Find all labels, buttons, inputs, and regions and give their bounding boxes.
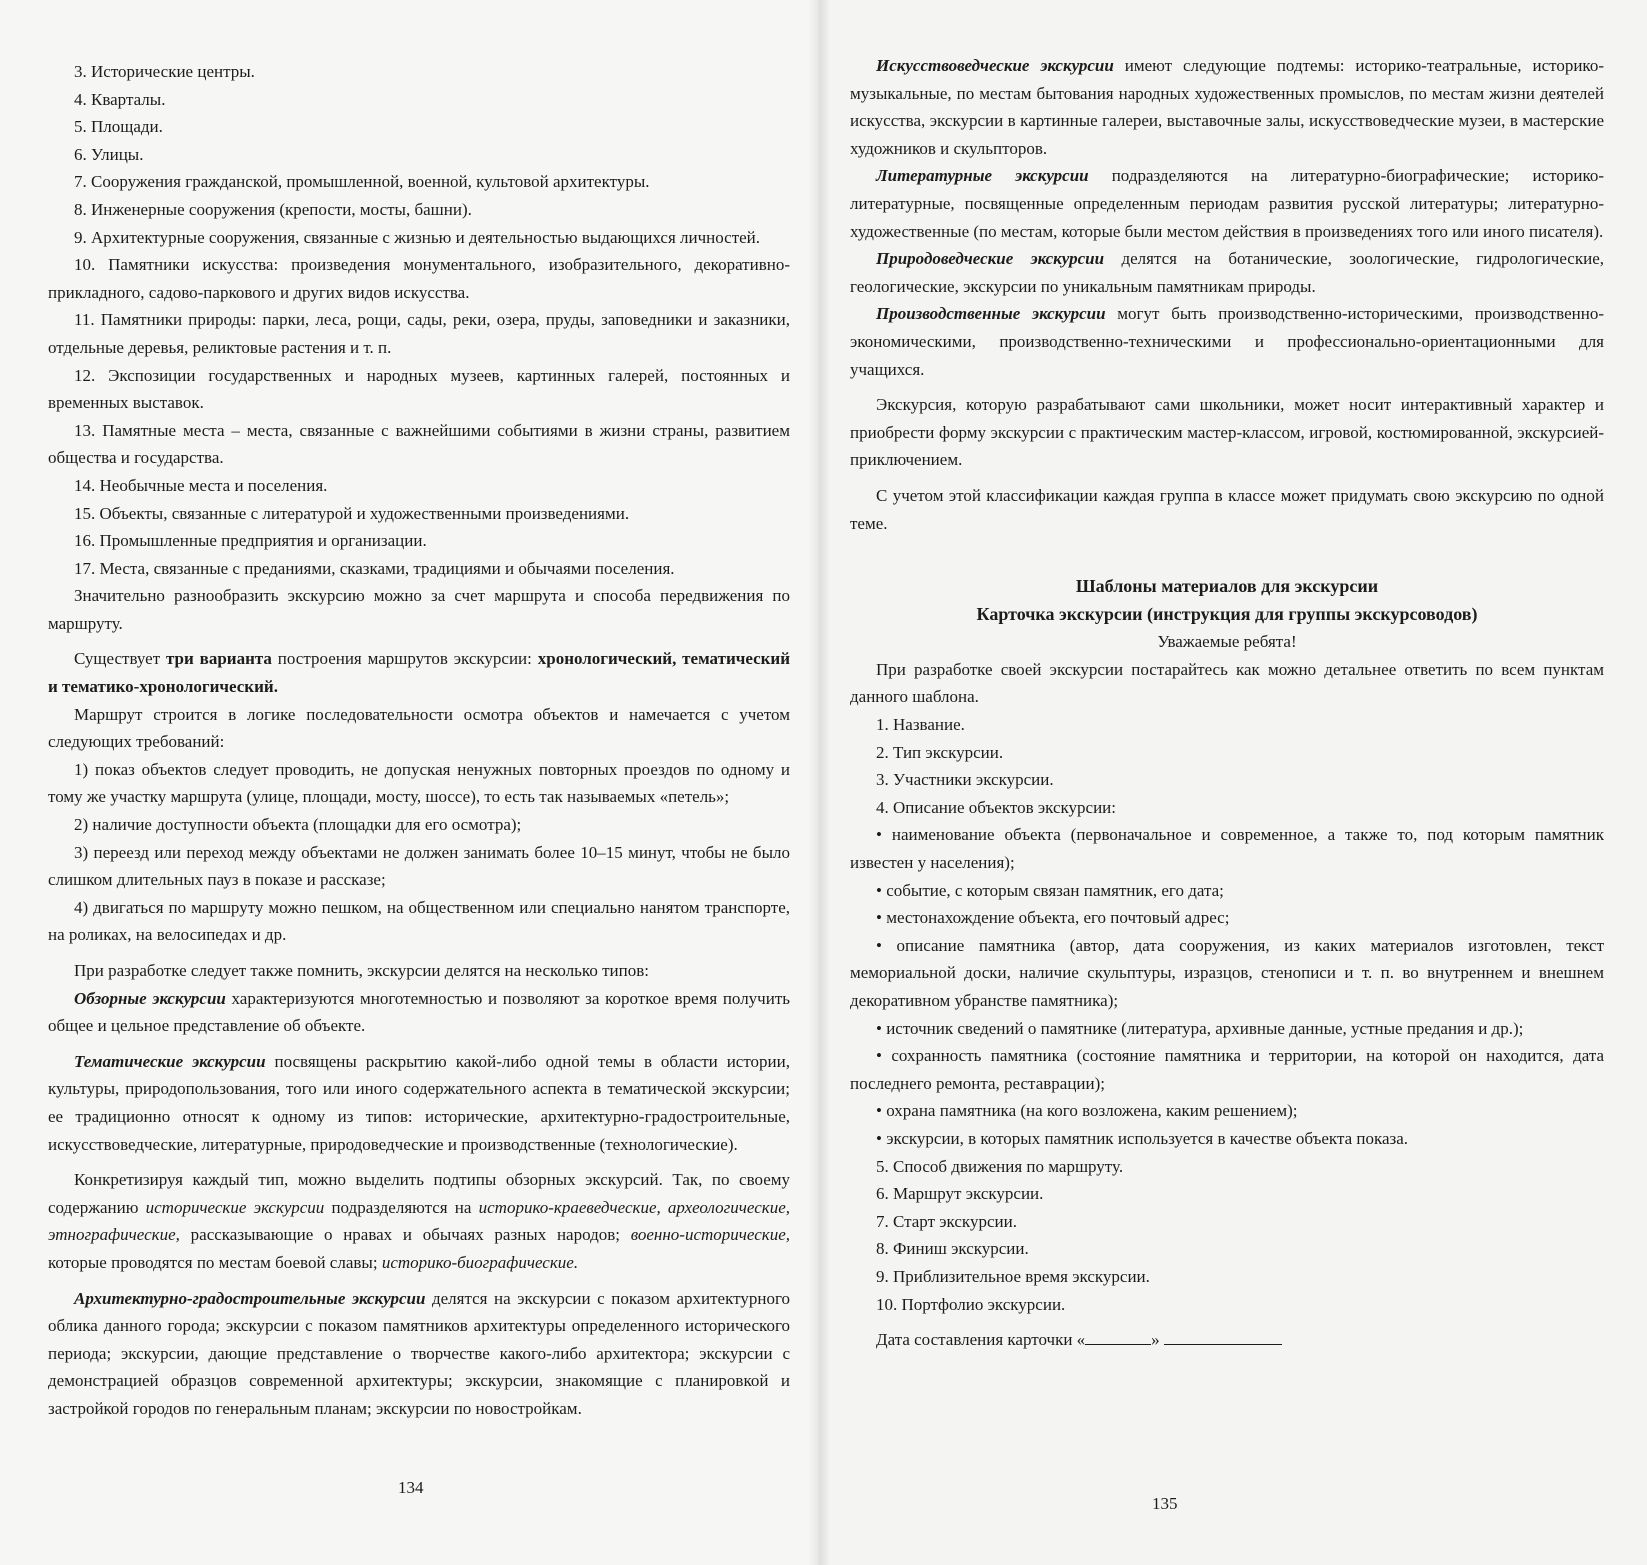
section-heading: Шаблоны материалов для экскурсии: [1075, 576, 1379, 597]
text-run: которые проводятся по местам боевой славы;: [48, 1252, 382, 1272]
list-item: 15. Объекты, связанные с литературой и художественными произведениями.: [74, 503, 630, 523]
list-item: 12. Экспозиции государственных и народных музеев, картинных галерей, постоянных и временных выставок.: [48, 365, 790, 413]
requirement-item: 1) показ объектов следует проводить, не допуская ненужных повторных проездов по одному и тому же участку маршрута (улице, площади, мосту, шоссе), то есть так называемых «петель»;: [48, 759, 790, 807]
page-number: 134: [398, 1478, 424, 1497]
list-item: 4. Кварталы.: [74, 89, 166, 109]
list-item: 16. Промышленные предприятия и организации.: [74, 531, 427, 551]
term: Архитектурно-градостроительные экскурсии: [74, 1288, 426, 1308]
text-run: построения маршрутов экскурсии:: [271, 649, 538, 669]
list-item: 14. Необычные места и поселения.: [74, 475, 328, 495]
text-run: делятся на ботанические, зоологические, гидрологические, геологические, экскурсии по уникальным памятникам природы.: [850, 249, 1605, 296]
art-excursions-paragraph: [850, 52, 1604, 162]
bullet-item: • событие, с которым связан памятник, его дата;: [876, 880, 1224, 900]
types-intro-paragraph: При разработке следует также помнить, экскурсии делятся на несколько типов:: [74, 961, 649, 980]
requirement-item: 2) наличие доступности объекта (площадки для его осмотра);: [74, 815, 522, 835]
text-run: подразделяются на литературно-биографические; историко-литературные, посвященные определенным периодам развития русской литературы; литературно-художественные (по местам, которые были местом действия в произведениях того или иного писателя).: [850, 166, 1604, 241]
list-item: 10. Памятники искусства: произведения монументального, изобразительного, декоративно-прикладного, садово-паркового и других видов искусства.: [48, 255, 790, 302]
italic-term: исторические экскурсии: [145, 1197, 325, 1217]
list-item: 9. Архитектурные сооружения, связанные с жизнью и деятельностью выдающихся личностей.: [74, 227, 761, 247]
list-item: 17. Места, связанные с преданиями, сказками, традициями и обычаями поселения.: [74, 558, 675, 578]
term: Производственные экскурсии: [876, 304, 1106, 324]
template-item: 4. Описание объектов экскурсии:: [876, 797, 1117, 817]
term: Тематические экскурсии: [74, 1051, 266, 1071]
text-run: делятся на экскурсии с показом архитектурного облика данного города; экскурсии с показом памятников архитектуры определенного исторического периода; экскурсии, дающие представление о творчестве какого-либо архитектора; экскурсии с демонстрацией образцов современной архитектуры; экскурсии, знакомящие с планировкой и застройкой городов по генеральным планам; экскурсии по новостройкам.: [48, 1288, 790, 1418]
template-item: 5. Способ движения по маршруту.: [876, 1156, 1124, 1176]
date-line-label: Дата составления карточки «: [876, 1330, 1086, 1350]
term: Обзорные экскурсии: [74, 988, 226, 1008]
section-subheading: Карточка экскурсии (инструкция для группы экскурсоводов): [976, 603, 1478, 624]
template-item: 9. Приблизительное время экскурсии.: [876, 1266, 1150, 1286]
template-intro: При разработке своей экскурсии постарайтесь как можно детальнее ответить по всем пунктам данного шаблона.: [850, 659, 1604, 707]
right-page-text: [850, 52, 1604, 1354]
list-item: 5. Площади.: [74, 117, 163, 137]
list-item: 13. Памятные места – места, связанные с важнейшими событиями в жизни страны, развитием общества и государства.: [48, 420, 790, 468]
text-run: Существует: [74, 649, 166, 669]
bullet-item: • описание памятника (автор, дата сооружения, из каких материалов изготовлен, текст мемориальной доски, наличие скульптуры, изразцов, стенописи и т. п. во внутреннем и внешнем декоративном убранстве памятника);: [850, 935, 1604, 1010]
route-variants-paragraph: [48, 645, 790, 700]
bullet-item: • сохранность памятника (состояние памятника и территории, на которой он находится, дата последнего ремонта, реставрации);: [850, 1046, 1604, 1093]
route-paragraph: Значительно разнообразить экскурсию можно за счет маршрута и способа передвижения по маршруту.: [48, 586, 790, 633]
template-item: 8. Финиш экскурсии.: [876, 1239, 1029, 1259]
month-blank: [1164, 1328, 1282, 1345]
left-page-text: [48, 58, 790, 1423]
template-item: 7. Старт экскурсии.: [876, 1211, 1017, 1231]
text-run: имеют следующие подтемы: историко-театральные, историко-музыкальные, по местам бытования народных художественных промыслов, по местам жизни деятелей искусства, экскурсии в картинные галереи, выставочные залы, искусствоведческие музеи, в мастерские художников и скульпторов.: [850, 56, 1604, 158]
route-requirements-paragraph: Маршрут строится в логике последовательности осмотра объектов и намечается с учетом следующих требований:: [48, 704, 790, 752]
page-number: 135: [1152, 1494, 1178, 1513]
text-run: подразделяются на: [324, 1197, 479, 1217]
list-item: 3. Исторические центры.: [74, 62, 255, 81]
bullet-item: • наименование объекта (первоначальное и современное, а также то, под которым памятник известен у населения);: [850, 825, 1604, 873]
template-item: 6. Маршрут экскурсии.: [876, 1184, 1044, 1204]
greeting: Уважаемые ребята!: [1157, 632, 1297, 652]
term: Природоведческие экскурсии: [876, 249, 1105, 269]
literary-excursions-paragraph: [850, 162, 1604, 245]
text-run: посвящены раскрытию какой-либо одной темы в области истории, культуры, природопользования, того или иного содержательного аспекта в тематической экскурсии; ее традиционно относят к одному из типов: исторические, архитектурно-градостроительные, искусствоведческие, литературные, природоведческие и производственные (технологические).: [48, 1051, 790, 1154]
template-item: 10. Портфолио экскурсии.: [876, 1294, 1066, 1314]
list-item: 6. Улицы.: [74, 144, 144, 164]
italic-term: историко-краеведческие, археологические, этнографические,: [48, 1197, 790, 1245]
bold-term: хронологический, тематический и тематико-хронологический.: [48, 649, 791, 697]
classification-paragraph: С учетом этой классификации каждая группа в классе может придумать свою экскурсию по одной теме.: [850, 485, 1604, 533]
nature-excursions-paragraph: [850, 245, 1604, 300]
text-run: могут быть производственно-историческими, производственно-экономическими, производственно-техническими и профессионально-ориентационными для учащихся.: [850, 304, 1604, 379]
thematic-excursions-paragraph: [48, 1048, 790, 1158]
template-item: 1. Название.: [876, 715, 965, 735]
school-excursion-paragraph: Экскурсия, которую разрабатывают сами школьники, может носит интерактивный характер и приобрести форму экскурсии с практическим мастер-классом, игровой, костюмированной, экскурсией-приключением.: [850, 395, 1604, 470]
production-excursions-paragraph: [850, 300, 1604, 383]
text-run: рассказывающие о нравах и обычаях разных народов;: [179, 1225, 631, 1245]
left-page: [0, 0, 818, 1565]
overview-excursions-paragraph: [48, 985, 790, 1040]
bullet-item: • источник сведений о памятнике (литература, архивные данные, устные предания и др.);: [876, 1018, 1524, 1038]
architecture-excursions-paragraph: [48, 1285, 790, 1423]
date-line-separator: »: [1151, 1330, 1164, 1350]
bullet-item: • охрана памятника (на кого возложена, каким решением);: [876, 1101, 1298, 1121]
day-blank: [1085, 1328, 1151, 1345]
requirement-item: 3) переезд или переход между объектами не должен занимать более 10–15 минут, чтобы не было слишком длительных пауз в показе и рассказе;: [48, 842, 790, 890]
right-page: [818, 0, 1647, 1565]
text-run: Конкретизируя каждый тип, можно выделить подтипы обзорных экскурсий. Так, по своему содержанию: [48, 1170, 790, 1217]
subtypes-paragraph: [48, 1166, 790, 1276]
term: Искусствоведческие экскурсии: [876, 56, 1114, 75]
list-item: 8. Инженерные сооружения (крепости, мосты, башни).: [74, 199, 472, 219]
book-gutter: [808, 0, 830, 1565]
date-line: [850, 1326, 1604, 1354]
requirement-item: 4) двигаться по маршруту можно пешком, на общественном или специально нанятом транспорте, на роликах, на велосипедах и др.: [48, 897, 790, 945]
text-run: характеризуются многотемностью и позволяют за короткое время получить общее и цельное представление об объекте.: [48, 988, 791, 1036]
italic-term: историко-биографические.: [381, 1252, 579, 1272]
italic-term: военно-исторические,: [630, 1225, 790, 1245]
term: Литературные экскурсии: [876, 166, 1089, 186]
template-item: 2. Тип экскурсии.: [876, 742, 1004, 762]
template-item: 3. Участники экскурсии.: [876, 770, 1054, 790]
bullet-item: • местонахождение объекта, его почтовый адрес;: [876, 908, 1230, 928]
bullet-item: • экскурсии, в которых памятник используется в качестве объекта показа.: [876, 1128, 1409, 1148]
list-item: 7. Сооружения гражданской, промышленной, военной, культовой архитектуры.: [74, 172, 650, 192]
list-item: 11. Памятники природы: парки, леса, рощи, сады, реки, озера, пруды, заповедники и заказники, отдельные деревья, реликтовые растения и т. п.: [48, 310, 790, 357]
bold-term: три варианта: [166, 649, 272, 669]
